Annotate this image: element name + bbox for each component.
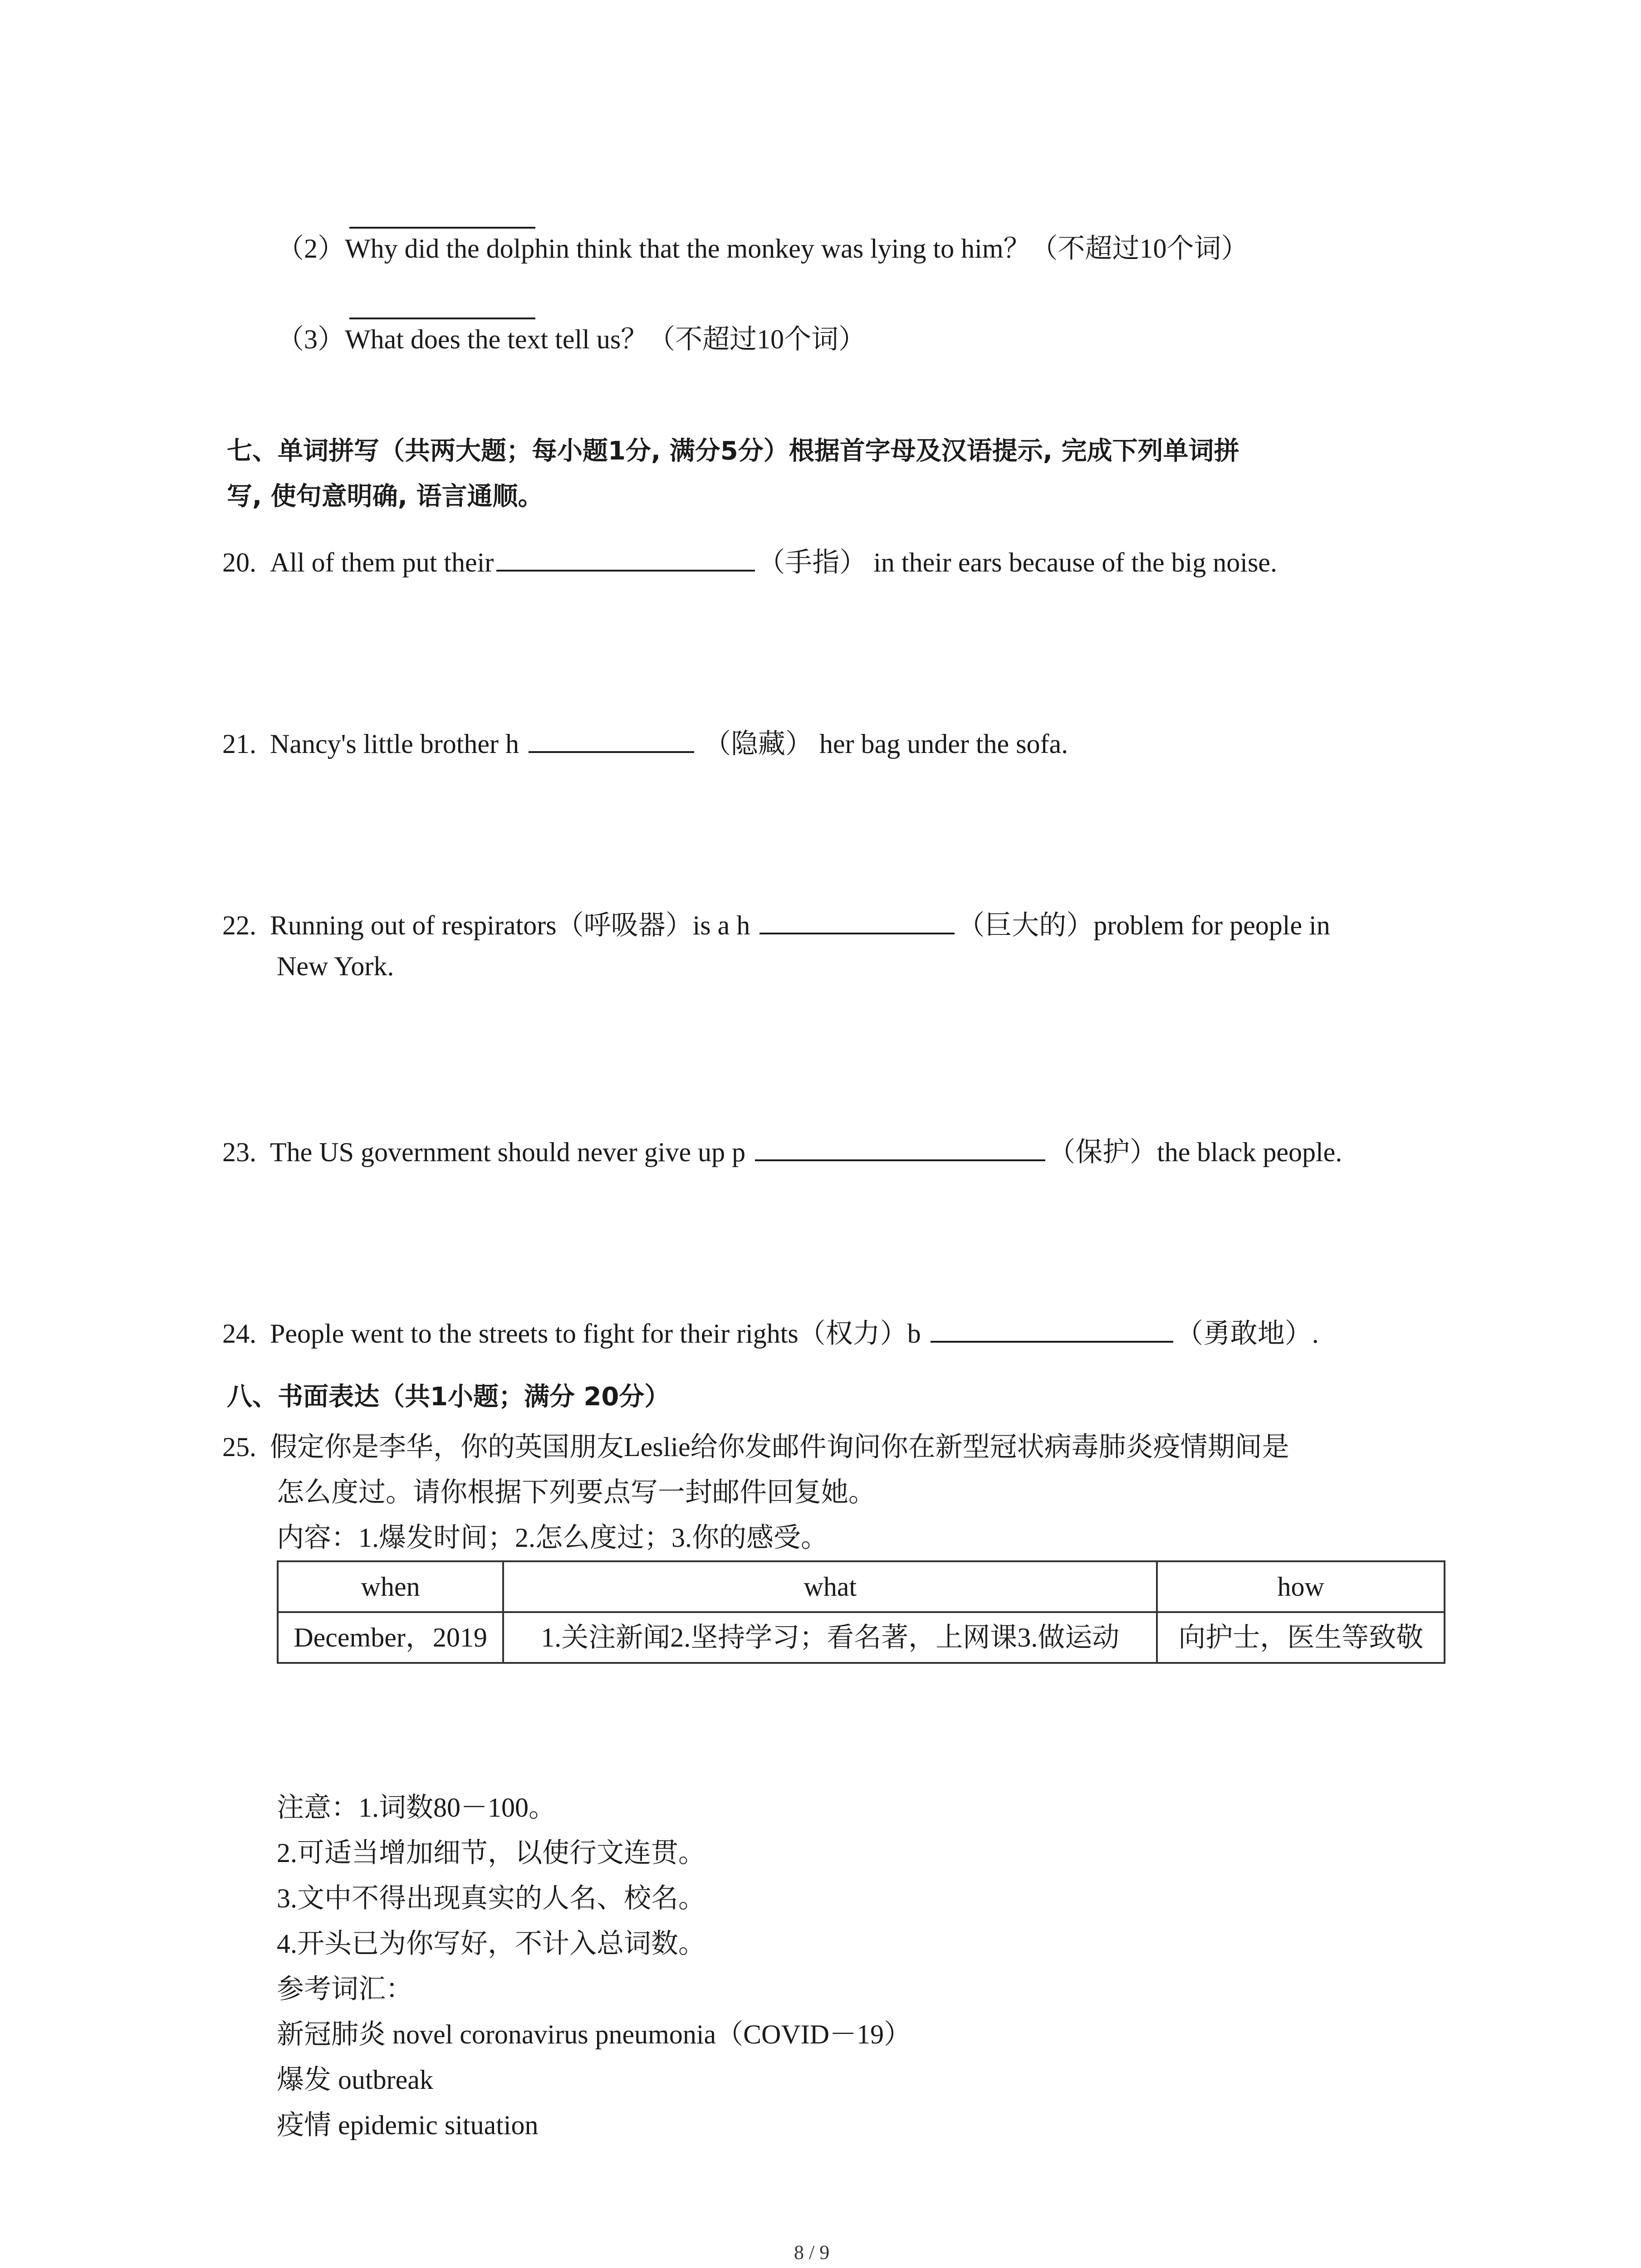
answer-line-19-1 <box>349 227 535 229</box>
answer-blank-21[interactable] <box>529 721 694 753</box>
question-25-line3: 内容：1.爆发时间；2.怎么度过；3.你的感受。 <box>277 1523 828 1553</box>
section-8-title: 八、书面表达（共1小题；满分 20分） <box>227 1382 670 1412</box>
question-22: 22. Running out of respirators（呼吸器）is a h （巨大的）problem for people in <box>222 903 1330 943</box>
table-header-row <box>278 1561 1445 1612</box>
question-25-line1: 25. 假定你是李华，你的英国朋友Leslie给你发邮件询问你在新型冠状病毒肺炎疫情期间是 <box>222 1432 1289 1462</box>
answer-blank-23[interactable] <box>755 1129 1045 1161</box>
note-2: 2.可适当增加细节，以使行文连贯。 <box>277 1838 705 1868</box>
answer-blank-22[interactable] <box>759 903 955 934</box>
question-number: 23. <box>222 1137 256 1167</box>
question-24: 24. People went to the streets to fight for their rights（权力）b （勇敢地）. <box>222 1311 1319 1352</box>
question-number: 21. <box>222 729 256 759</box>
chinese-hint: （手指） <box>758 547 867 577</box>
question-19-2: （2）Why did the dolphin think that the monkey was lying to him？（不超过10个词） <box>277 234 1249 264</box>
vocab-2: 爆发 outbreak <box>277 2065 433 2095</box>
table-cell: 1.关注新闻2.坚持学习；看名著，上网课3.做运动 <box>503 1612 1157 1663</box>
section-7-title-line1: 七、单词拼写（共两大题；每小题1分, 满分5分）根据首字母及汉语提示, 完成下列单词拼 <box>227 436 1239 466</box>
question-number: 24. <box>222 1319 256 1349</box>
table-header: what <box>503 1561 1157 1612</box>
table-cell: December，2019 <box>278 1612 503 1663</box>
question-number: 20. <box>222 547 256 577</box>
table-cell: 向护士，医生等致敬 <box>1157 1612 1445 1663</box>
writing-plan-table <box>277 1560 1445 1664</box>
question-21: 21. Nancy's little brother h （隐藏） her bag under the sofa. <box>222 721 1068 762</box>
chinese-hint: （巨大的） <box>957 910 1094 940</box>
answer-line-19-2 <box>349 318 535 319</box>
note-1: 注意：1.词数80－100。 <box>277 1793 556 1823</box>
question-22-line2: New York. <box>277 951 394 981</box>
table-header: when <box>278 1561 503 1612</box>
table-row <box>278 1612 1445 1663</box>
question-23: 23. The US government should never give up p （保护）the black people. <box>222 1129 1342 1170</box>
answer-blank-20[interactable] <box>496 540 755 572</box>
question-20: 20. All of them put their （手指） in their ears because of the big noise. <box>222 540 1277 581</box>
answer-blank-24[interactable] <box>931 1311 1173 1343</box>
table-header: how <box>1157 1561 1445 1612</box>
question-number: 22. <box>222 910 256 940</box>
section-7-title-line2: 写, 使句意明确, 语言通顺。 <box>227 482 544 511</box>
note-4: 4.开头已为你写好，不计入总词数。 <box>277 1929 705 1959</box>
question-19-3: （3）What does the text tell us？（不超过10个词） <box>277 324 866 354</box>
chinese-hint: （勇敢地） <box>1176 1319 1312 1349</box>
vocab-1: 新冠肺炎 novel coronavirus pneumonia（COVID－19） <box>277 2019 911 2049</box>
question-number: 25. <box>222 1432 256 1462</box>
vocab-3: 疫情 epidemic situation <box>277 2110 539 2140</box>
note-3: 3.文中不得出现真实的人名、校名。 <box>277 1883 705 1913</box>
page-number: 8 / 9 <box>794 2241 830 2263</box>
question-25-line2: 怎么度过。请你根据下列要点写一封邮件回复她。 <box>277 1477 876 1507</box>
chinese-hint: （隐藏） <box>704 729 813 759</box>
vocab-heading: 参考词汇： <box>277 1974 413 2004</box>
chinese-hint: （保护） <box>1048 1137 1157 1167</box>
